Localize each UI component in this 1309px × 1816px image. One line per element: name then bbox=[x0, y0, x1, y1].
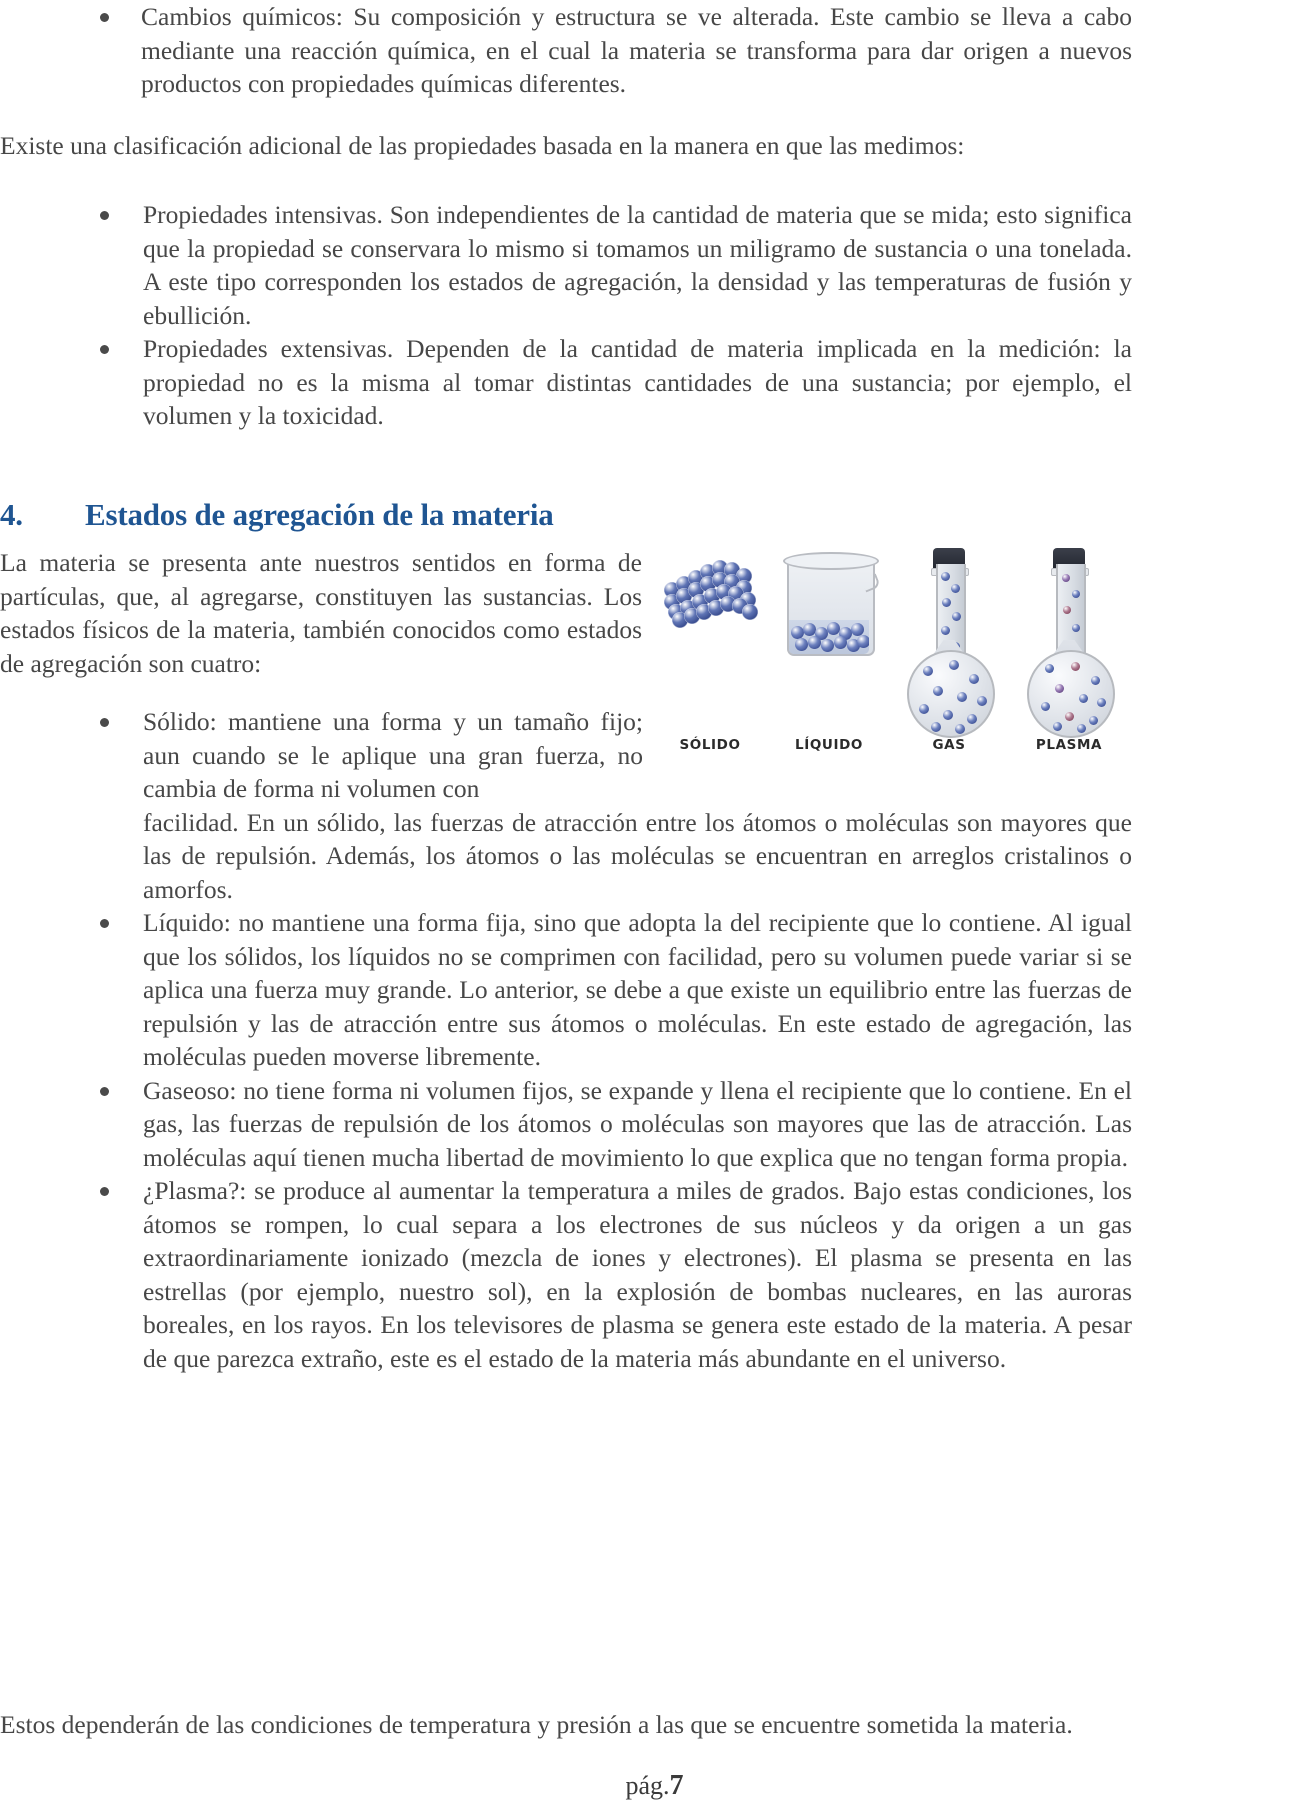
bullet-dot-icon bbox=[100, 211, 109, 220]
section-number: 4. bbox=[0, 496, 23, 532]
figure-label-solido: SÓLIDO bbox=[679, 737, 741, 753]
bullet-estado-liquido bbox=[100, 906, 1132, 1074]
bullet-estado-gaseoso-text: Gaseoso: no tiene forma ni volumen fijos, se expande y llena el recipiente que lo contiene. En el gas, las fuerzas de repulsión de los átomos o moléculas son mayores que las de atracción. Las moléculas aquí tienen mucha libertad de movimiento lo que explica que no tengan forma propia. bbox=[143, 1075, 1132, 1172]
bullet-estado-plasma-text: ¿Plasma?: se produce al aumentar la temperatura a miles de grados. Bajo estas condiciones, los átomos se rompen, lo cual separa a los electrones de sus núcleos y da origen a un gas extraordinariamente ionizado (mezcla de iones y electrones). El plasma se presenta en las estrellas (por ejemplo, nuestro sol), en la explosión de bombas nucleares, en las auroras boreales, en los rayos. En los televisores de plasma se genera este estado de la materia. A pesar de que parezca extraño, este es el estado de la materia más abundante en el universo. bbox=[143, 1176, 1132, 1373]
section-title: Estados de agregación de la materia bbox=[85, 496, 554, 532]
bullet-propiedades-intensivas-text: Propiedades intensivas. Son independientes de la cantidad de materia que se mida; esto significa que la propiedad se conservara lo mismo si tomamos un miligramo de sustancia o una tonelada. A este tipo corresponden los estados de agregación, la densidad y las temperaturas de fusión y ebullición. bbox=[143, 200, 1132, 330]
bullet-estado-solido-body bbox=[143, 705, 1132, 906]
list-clasificacion-propiedades bbox=[100, 198, 1132, 433]
beaker-icon bbox=[783, 548, 875, 656]
figure-label-gas: GAS bbox=[932, 737, 966, 753]
section-heading bbox=[0, 497, 900, 533]
bullet-propiedades-extensivas-text: Propiedades extensivas. Dependen de la cantidad de materia implicada en la medición: la propiedad no es la misma al tomar distintas cantidades de una sustancia; por ejemplo, el volumen y la toxicidad. bbox=[143, 334, 1132, 430]
bullet-estado-solido bbox=[100, 705, 1132, 906]
page-footer-number: 7 bbox=[669, 1770, 684, 1801]
paragraph-clasificacion-adicional: Existe una clasificación adicional de las propiedades basada en la manera en que las medimos: bbox=[0, 131, 965, 160]
bullet-estado-solido-rest: facilidad. En un sólido, las fuerzas de atracción entre los átomos o moléculas son mayores que las de repulsión. Además, los átomos o las moléculas se encuentran en arreglos cristalinos o amorfos. bbox=[143, 807, 1132, 904]
bullet-estado-gaseoso bbox=[100, 1074, 1132, 1175]
list-estados-de-agregacion bbox=[100, 705, 1132, 1375]
paragraph-intro-estados: La materia se presenta ante nuestros sentidos en forma de partículas, que, al agregarse, constituyen las sustancias. Los estados físicos de la materia, también conocidos como estados de agregación son cuatro: bbox=[0, 548, 642, 678]
bullet-dot-icon bbox=[100, 1087, 109, 1096]
bullet-estado-solido-lead: Sólido: mantiene una forma y un tamaño fijo; aun cuando se le aplique una gran fuerza, no cambia de forma ni volumen con bbox=[143, 707, 643, 803]
bullet-dot-icon bbox=[100, 718, 109, 727]
figure-label-plasma: PLASMA bbox=[1035, 737, 1103, 753]
page-footer-label: pág. bbox=[625, 1771, 670, 1800]
bullet-dot-icon bbox=[100, 345, 109, 354]
solid-lattice-icon bbox=[662, 548, 758, 626]
bullet-estado-liquido-text: Líquido: no mantiene una forma fija, sino que adopta la del recipiente que lo contiene. Al igual que los sólidos, los líquidos no se comprimen con facilidad, pero su volumen puede variar si se aplica una fuerza muy grande. Lo anterior, se debe a que existe un equilibrio entre las fuerzas de repulsión y las de atracción entre sus átomos o moléculas. En este estado de agregación, las moléculas pueden moverse libremente. bbox=[143, 908, 1132, 1071]
paragraph-closing: Estos dependerán de las condiciones de temperatura y presión a las que se encuentre sometida la materia. bbox=[0, 1710, 1073, 1739]
bullet-propiedades-extensivas bbox=[100, 332, 1132, 433]
bullet-propiedades-intensivas bbox=[100, 198, 1132, 332]
page-footer bbox=[0, 1770, 1309, 1802]
bullet-dot-icon bbox=[100, 13, 109, 22]
bullet-cambios-quimicos-text: Cambios químicos: Su composición y estructura se ve alterada. Este cambio se lleva a cabo mediante una reacción química, en el cual la materia se transforma para dar origen a nuevos productos con propiedades químicas diferentes. bbox=[141, 2, 1132, 98]
bullet-cambios-quimicos bbox=[100, 0, 1132, 101]
bullet-dot-icon bbox=[100, 1187, 109, 1196]
bullet-estado-plasma bbox=[100, 1174, 1132, 1375]
bullet-dot-icon bbox=[100, 919, 109, 928]
figure-label-liquido: LÍQUIDO bbox=[795, 737, 863, 753]
